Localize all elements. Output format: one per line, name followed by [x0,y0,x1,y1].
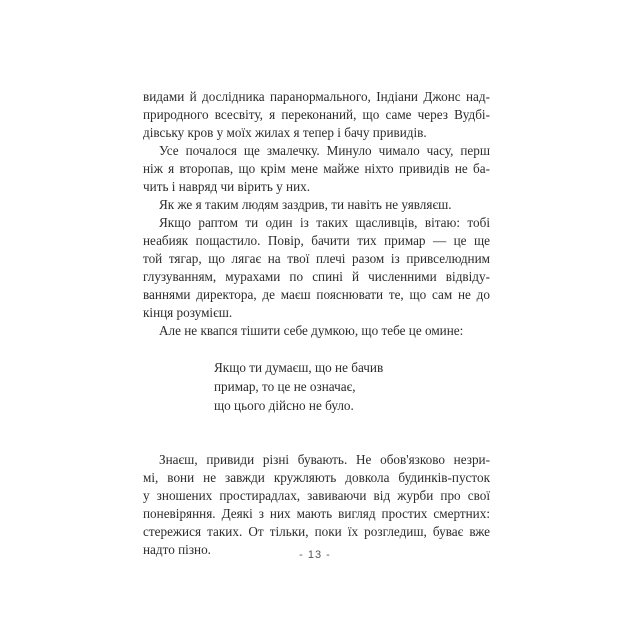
text-line: чить і навряд чи вірить у них. [143,179,311,194]
text-line: неабияк пощастило. Повір, бачити тих примар — це ще [143,233,490,248]
paragraph-3 [143,196,490,214]
text-line: той тягар, що лягає на твої плечі разом із привселюдним [143,251,490,266]
poem-quote [214,358,490,415]
text-line: Якщо раптом ти один із таких щасливців, вітаю: тобі [159,215,490,230]
text-line: Усе почалося ще змалечку. Минуло чимало часу, перш [159,143,490,158]
text-line: видами й дослідника паранормального, Індіани Джонс над- [143,89,490,104]
text-line: глузуванням, мурахами по спині й численними відвіду- [143,269,490,284]
text-line: природного всесвіту, я переконаний, що саме через Вудбі- [143,107,490,122]
poem-line: що цього дійсно не було. [214,398,354,413]
text-line: надто пізно. [143,542,211,557]
text-line: кінця розумієш. [143,305,233,320]
text-line: стережися таких. От тільки, поки їх розгледиш, буває вже [143,524,490,539]
paragraph-6 [143,451,490,559]
paragraph-2 [143,142,490,196]
paragraph-5 [143,322,490,340]
paragraph-4 [143,214,490,322]
text-line: поневіряння. Деякі з них мають вигляд простих смертних: [143,506,490,521]
poem-line: Якщо ти думаєш, що не бачив [214,360,384,375]
page-number: - 13 - [299,549,331,561]
text-line: ніж я второпав, що крім мене майже ніхто привидів не ба- [143,161,490,176]
spacer [143,415,490,451]
page-body [143,88,490,559]
text-line: Як же я таким людям заздрив, ти навіть не уявляєш. [159,197,452,212]
text-line: Але не квапся тішити себе думкою, що тебе це омине: [159,323,464,338]
poem-line: примар, то це не означає, [214,379,356,394]
paragraph-1 [143,88,490,142]
text-line: мі, вони не завжди кружляють довкола будинків-пусток [143,470,490,485]
text-line: Знаєш, привиди різні бувають. Не обов'язково незри- [159,452,490,467]
text-line: у зношених простирадлах, завиваючи від журби про свої [143,488,490,503]
text-line: ваннями директора, де маєш пояснювати те, що сам не до [143,287,490,302]
text-line: дівську кров у моїх жилах я тепер і бачу привидів. [143,125,427,140]
